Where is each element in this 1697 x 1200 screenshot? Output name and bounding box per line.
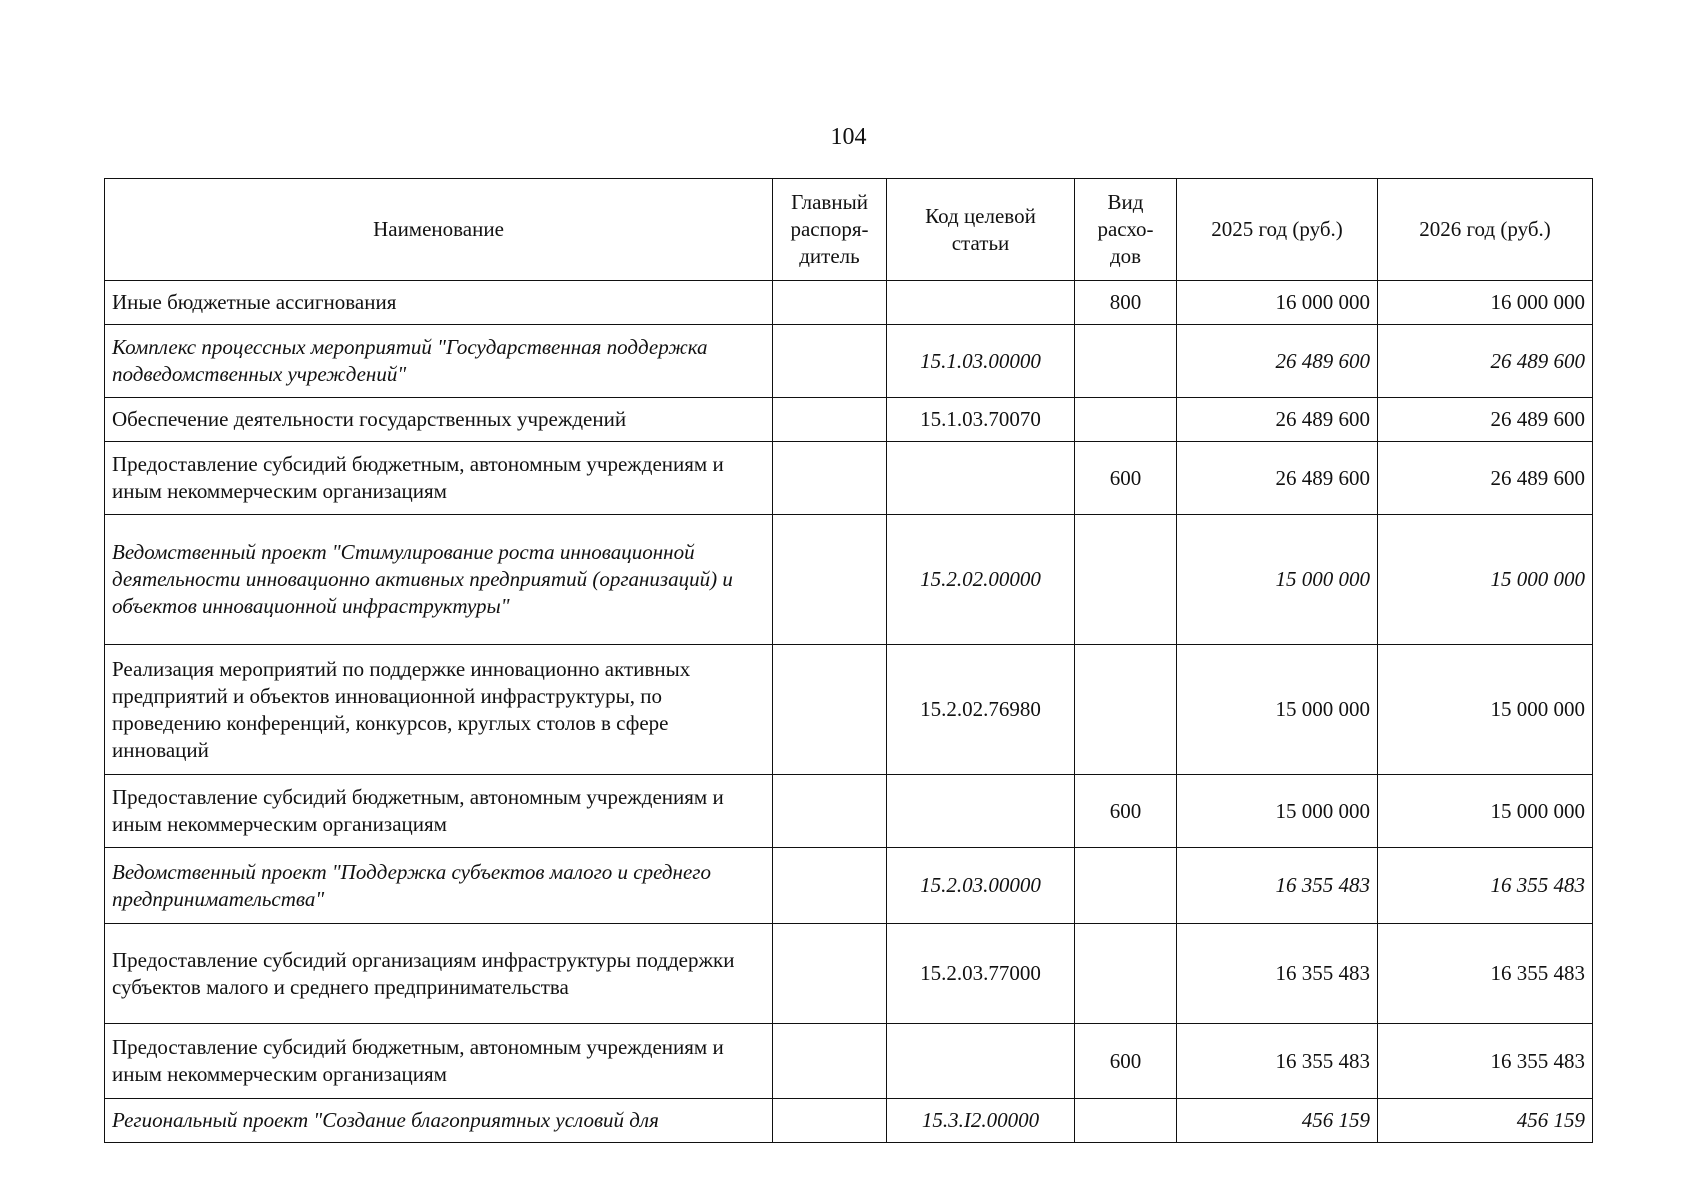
row-amount-2025: 15 000 000 bbox=[1177, 645, 1378, 775]
header-kind: Вид расхо-дов bbox=[1075, 179, 1177, 281]
row-amount-2025: 16 000 000 bbox=[1177, 281, 1378, 325]
table-row bbox=[105, 515, 1593, 645]
row-manager bbox=[773, 281, 887, 325]
row-kind: 600 bbox=[1075, 1024, 1177, 1099]
row-code: 15.3.I2.00000 bbox=[887, 1099, 1075, 1143]
row-manager bbox=[773, 1099, 887, 1143]
row-code: 15.2.02.76980 bbox=[887, 645, 1075, 775]
row-code bbox=[887, 442, 1075, 515]
row-manager bbox=[773, 645, 887, 775]
row-kind bbox=[1075, 1099, 1177, 1143]
header-manager: Главный распоря-дитель bbox=[773, 179, 887, 281]
row-name: Обеспечение деятельности государственных учреждений bbox=[105, 398, 773, 442]
row-kind bbox=[1075, 924, 1177, 1024]
row-kind bbox=[1075, 398, 1177, 442]
budget-table bbox=[104, 178, 1593, 1143]
row-amount-2025: 26 489 600 bbox=[1177, 325, 1378, 398]
row-manager bbox=[773, 1024, 887, 1099]
row-name: Региональный проект "Создание благоприятных условий для bbox=[105, 1099, 773, 1143]
row-name: Иные бюджетные ассигнования bbox=[105, 281, 773, 325]
row-code bbox=[887, 281, 1075, 325]
table-row bbox=[105, 325, 1593, 398]
row-amount-2026: 26 489 600 bbox=[1378, 442, 1593, 515]
row-amount-2026: 456 159 bbox=[1378, 1099, 1593, 1143]
table-header-row bbox=[105, 179, 1593, 281]
row-amount-2026: 15 000 000 bbox=[1378, 775, 1593, 848]
row-kind: 600 bbox=[1075, 775, 1177, 848]
row-name: Предоставление субсидий бюджетным, автономным учреждениям и иным некоммерческим организациям bbox=[105, 442, 773, 515]
row-manager bbox=[773, 924, 887, 1024]
row-code: 15.2.03.77000 bbox=[887, 924, 1075, 1024]
table-row bbox=[105, 1024, 1593, 1099]
row-kind bbox=[1075, 645, 1177, 775]
table-row bbox=[105, 281, 1593, 325]
row-name: Ведомственный проект "Поддержка субъектов малого и среднего предпринимательства" bbox=[105, 848, 773, 924]
header-name: Наименование bbox=[105, 179, 773, 281]
table-row bbox=[105, 775, 1593, 848]
row-amount-2026: 16 355 483 bbox=[1378, 924, 1593, 1024]
row-amount-2025: 456 159 bbox=[1177, 1099, 1378, 1143]
row-amount-2026: 16 355 483 bbox=[1378, 848, 1593, 924]
row-amount-2026: 16 355 483 bbox=[1378, 1024, 1593, 1099]
row-name: Реализация мероприятий по поддержке инновационно активных предприятий и объектов инновационной инфраструктуры, по проведению конференций, конкурсов, круглых столов в сфере инноваций bbox=[105, 645, 773, 775]
row-amount-2025: 15 000 000 bbox=[1177, 515, 1378, 645]
row-name: Комплекс процессных мероприятий "Государственная поддержка подведомственных учреждений" bbox=[105, 325, 773, 398]
row-amount-2025: 15 000 000 bbox=[1177, 775, 1378, 848]
row-amount-2025: 26 489 600 bbox=[1177, 442, 1378, 515]
row-amount-2026: 15 000 000 bbox=[1378, 645, 1593, 775]
row-kind: 600 bbox=[1075, 442, 1177, 515]
table-row bbox=[105, 924, 1593, 1024]
table-row bbox=[105, 442, 1593, 515]
row-manager bbox=[773, 775, 887, 848]
row-manager bbox=[773, 515, 887, 645]
row-kind bbox=[1075, 325, 1177, 398]
row-amount-2026: 26 489 600 bbox=[1378, 325, 1593, 398]
row-manager bbox=[773, 442, 887, 515]
row-manager bbox=[773, 848, 887, 924]
row-amount-2026: 15 000 000 bbox=[1378, 515, 1593, 645]
header-2025: 2025 год (руб.) bbox=[1177, 179, 1378, 281]
row-manager bbox=[773, 325, 887, 398]
row-code bbox=[887, 1024, 1075, 1099]
row-name: Предоставление субсидий бюджетным, автономным учреждениям и иным некоммерческим организациям bbox=[105, 775, 773, 848]
row-name: Ведомственный проект "Стимулирование роста инновационной деятельности инновационно активных предприятий (организаций) и объектов инновационной инфраструктуры" bbox=[105, 515, 773, 645]
row-amount-2025: 26 489 600 bbox=[1177, 398, 1378, 442]
row-kind bbox=[1075, 515, 1177, 645]
row-code: 15.2.03.00000 bbox=[887, 848, 1075, 924]
table-row bbox=[105, 645, 1593, 775]
table-row bbox=[105, 1099, 1593, 1143]
row-manager bbox=[773, 398, 887, 442]
row-kind bbox=[1075, 848, 1177, 924]
row-amount-2025: 16 355 483 bbox=[1177, 924, 1378, 1024]
table-row bbox=[105, 398, 1593, 442]
row-code: 15.1.03.00000 bbox=[887, 325, 1075, 398]
row-kind: 800 bbox=[1075, 281, 1177, 325]
row-amount-2025: 16 355 483 bbox=[1177, 1024, 1378, 1099]
row-name: Предоставление субсидий организациям инфраструктуры поддержки субъектов малого и среднего предпринимательства bbox=[105, 924, 773, 1024]
row-code: 15.1.03.70070 bbox=[887, 398, 1075, 442]
row-name: Предоставление субсидий бюджетным, автономным учреждениям и иным некоммерческим организациям bbox=[105, 1024, 773, 1099]
row-amount-2026: 16 000 000 bbox=[1378, 281, 1593, 325]
row-code: 15.2.02.00000 bbox=[887, 515, 1075, 645]
table-row bbox=[105, 848, 1593, 924]
page-number: 104 bbox=[830, 124, 867, 150]
header-2026: 2026 год (руб.) bbox=[1378, 179, 1593, 281]
header-code: Код целевой статьи bbox=[887, 179, 1075, 281]
row-amount-2025: 16 355 483 bbox=[1177, 848, 1378, 924]
row-code bbox=[887, 775, 1075, 848]
row-amount-2026: 26 489 600 bbox=[1378, 398, 1593, 442]
